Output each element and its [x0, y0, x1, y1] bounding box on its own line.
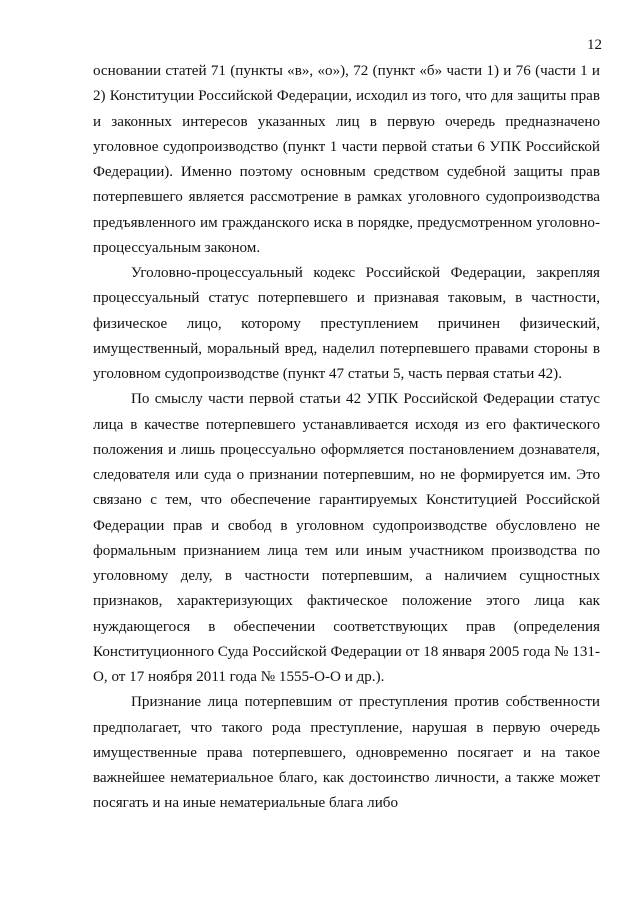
paragraph-victim-status: По смыслу части первой статьи 42 УПК Российской Федерации статус лица в качестве потерпевшего устанавливается исходя из его фактического положения и лишь процессуально оформляется постановлением дознавателя, следователя или суда о признании потерпевшим, но не формируется им. Это связано с тем, что обеспечение гарантируемых Конституцией Российской Федерации прав и свобод в уголовном судопроизводстве обусловлено не формальным признанием лица тем или иным участником производства по уголовному делу, в частности потерпевшим, а наличием сущностных признаков, характеризующих фактическое положение этого лица как нуждающегося в обеспечении соответствующих прав (определения Конституционного Суда Российской Федерации от 18 января 2005 года № 131-О, от 17 ноября 2011 года № 1555-О-О и др.).: [93, 391, 600, 685]
document-body: [93, 59, 600, 817]
paragraph-victim-rights: Уголовно-процессуальный кодекс Российской Федерации, закрепляя процессуальный статус потерпевшего и признавая таковым, в частности, физическое лицо, которому преступлением причинен физический, имущественный, моральный вред, наделил потерпевшего правами стороны в уголовном судопроизводстве (пункт 47 статьи 5, часть первая статьи 42).: [93, 265, 600, 382]
paragraph-property-crime: Признание лица потерпевшим от преступления против собственности предполагает, что такого рода преступление, нарушая в первую очередь имущественные права потерпевшего, одновременно посягает и на такое важнейшее нематериальное благо, как достоинство личности, а также может посягать и на иные нематериальные блага либо: [93, 694, 600, 812]
page-number: 12: [587, 37, 602, 53]
paragraph-continuation: основании статей 71 (пункты «в», «о»), 72 (пункт «б» части 1) и 76 (части 1 и 2) Конституции Российской Федерации, исходил из того, что для защиты прав и законных интересов указанных лиц в первую очередь предназначено уголовное судопроизводство (пункт 1 части первой статьи 6 УПК Российской Федерации). Именно поэтому основным средством судебной защиты прав потерпевшего является рассмотрение в рамках уголовного судопроизводства предъявленного им гражданского иска в порядке, предусмотренном уголовно-процессуальным законом.: [93, 63, 600, 256]
